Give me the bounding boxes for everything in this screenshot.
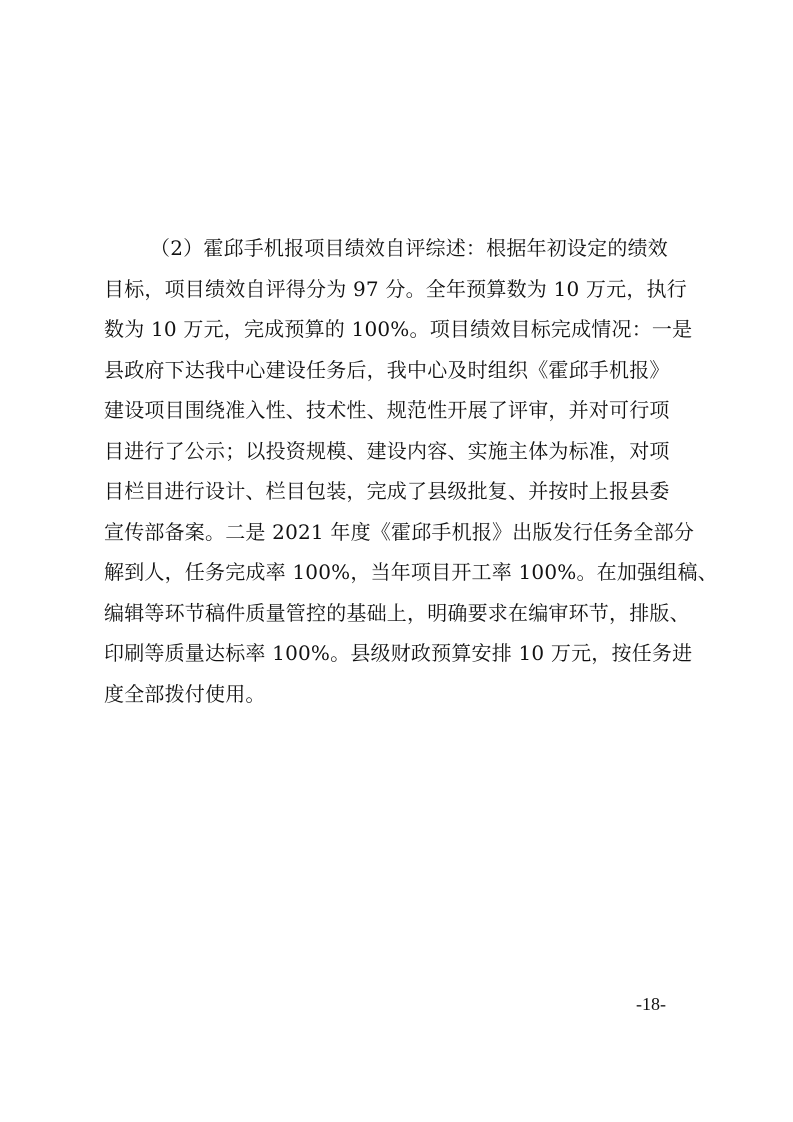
- paragraph-line: 编辑等环节稿件质量管控的基础上，明确要求在编审环节，排版、: [104, 600, 690, 625]
- paragraph-line: 印刷等质量达标率 100%。县级财政预算安排 10 万元，按任务进: [104, 641, 693, 665]
- paragraph-line: 建设项目围绕准入性、技术性、规范性开展了评审，并对可行项: [104, 398, 670, 422]
- paragraph-line: 数为 10 万元，完成预算的 100%。项目绩效目标完成情况：一是: [104, 317, 693, 341]
- paragraph-line: 目栏目进行设计、栏目包装，完成了县级批复、并按时上报县委: [104, 479, 670, 503]
- body-paragraph: [104, 228, 718, 714]
- paragraph-line: 解到人，任务完成率 100%，当年项目开工率 100%。在加强组稿、: [104, 560, 718, 584]
- paragraph-line: （2）霍邱手机报项目绩效自评综述：根据年初设定的绩效: [150, 236, 668, 260]
- page-number: -18-: [636, 994, 666, 1014]
- paragraph-line: 目标，项目绩效自评得分为 97 分。全年预算数为 10 万元，执行: [104, 276, 687, 301]
- paragraph-line: 度全部拨付使用。: [104, 681, 266, 706]
- paragraph-line: 县政府下达我中心建设任务后，我中心及时组织《霍邱手机报》: [104, 357, 670, 382]
- paragraph-line: 宣传部备案。二是 2021 年度《霍邱手机报》出版发行任务全部分: [104, 519, 695, 544]
- paragraph-line: 目进行了公示；以投资规模、建设内容、实施主体为标准，对项: [104, 438, 670, 463]
